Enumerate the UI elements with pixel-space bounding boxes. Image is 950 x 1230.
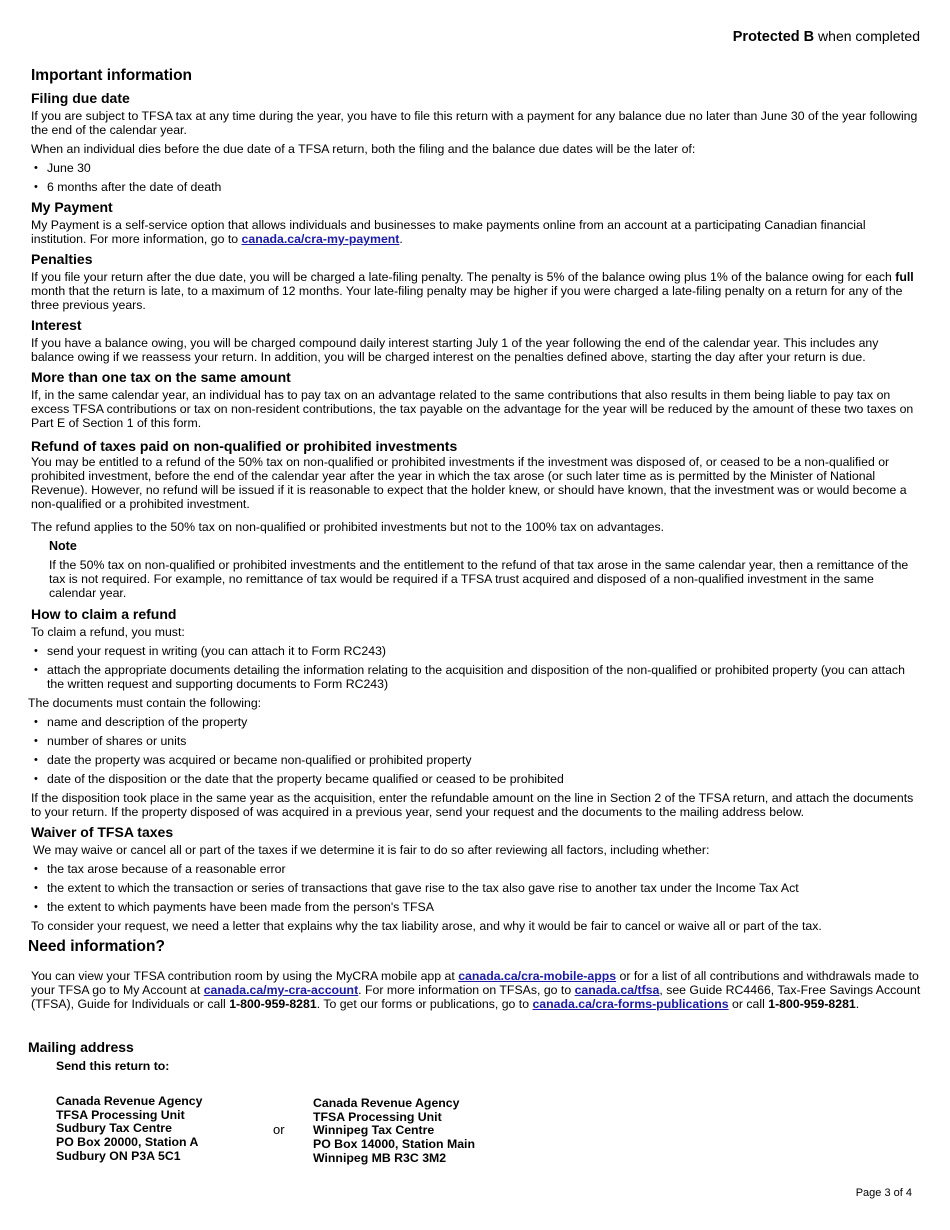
mobile-apps-link[interactable]: canada.ca/cra-mobile-apps: [458, 969, 617, 983]
claim-after: If the disposition took place in the same year as the acquisition, enter the refundable amount on the line in Section 2 of the TFSA return, and attach the documents to your return. If the property disposed of was acquired in a previous year, send your request and the documents to the mailing address below.: [31, 791, 914, 819]
mailing-heading: Mailing address: [28, 1039, 134, 1055]
list-item: • date of the disposition or the date that the property became qualified or ceased to be prohibited: [47, 772, 921, 786]
claim-docs-list: [31, 715, 921, 786]
need-info-paragraph: You can view your TFSA contribution room by using the MyCRA mobile app at canada.ca/cra-mobile-apps or for a list of all contributions and withdrawals made to your TFSA go to My Account at canada.ca/my-cra-account. For more information on TFSAs, go to canada.ca/tfsa, see Guide RC4466, Tax-Free Savings Account (TFSA), Guide for Individuals or call 1-800-959-8281. To get our forms or publications, go to canada.ca/cra-forms-publications or call 1-800-959-8281.: [31, 969, 921, 1011]
list-item: • the extent to which the transaction or series of transactions that gave rise to the tax also gave rise to another tax under the Income Tax Act: [47, 881, 921, 895]
list-item: • 6 months after the date of death: [47, 180, 921, 194]
list-item: • date the property was acquired or became non-qualified or prohibited property: [47, 753, 921, 767]
penalties-paragraph: If you file your return after the due date, you will be charged a late-filing penalty. The penalty is 5% of the balance owing plus 1% of the balance owing for each full month that the return is late, to a maximum of 12 months. Your late-filing penalty may be higher if you were charged a late-filing penalty on a return for any of the three previous years.: [31, 270, 914, 312]
claim-intro: To claim a refund, you must:: [31, 625, 185, 639]
filing-section: [31, 90, 921, 194]
my-payment-section: [31, 199, 921, 246]
filing-list: [31, 161, 921, 194]
note-heading: Note: [49, 539, 77, 553]
filing-paragraph-1: If you are subject to TFSA tax at any time during the year, you have to file this return with a payment for any balance due no later than June 30 of the year following the end of the calendar year.: [31, 109, 918, 137]
my-payment-link[interactable]: canada.ca/cra-my-payment: [241, 232, 400, 246]
claim-heading: How to claim a refund: [31, 606, 177, 622]
or-label: or: [273, 1122, 285, 1137]
need-info-heading: Need information?: [28, 938, 165, 955]
waiver-list: [31, 862, 921, 914]
forms-publications-link[interactable]: canada.ca/cra-forms-publications: [532, 997, 729, 1011]
refund-heading: Refund of taxes paid on non-qualified or prohibited investments: [31, 438, 458, 454]
send-label: Send this return to:: [56, 1059, 170, 1073]
list-item: • attach the appropriate documents detailing the information relating to the acquisition and disposition of the non-qualified or prohibited property (you can attach the written request and supporting documents to Form RC243): [47, 663, 921, 691]
list-item: • the tax arose because of a reasonable error: [47, 862, 921, 876]
page-number: Page 3 of 4: [855, 1187, 912, 1199]
list-item: • name and description of the property: [47, 715, 921, 729]
page-title: Important information: [31, 67, 193, 84]
waiver-intro: We may waive or cancel all or part of the taxes if we determine it is fair to do so after reviewing all factors, including whether:: [33, 843, 710, 857]
interest-paragraph: If you have a balance owing, you will be charged compound daily interest starting July 1 of the year following the end of the calendar year. This includes any balance owing if we reassess your return. In addition, you will be charged interest on the penalties defined above, starting the day after your return is due.: [31, 336, 879, 364]
penalties-heading: Penalties: [31, 251, 93, 267]
tfsa-link[interactable]: canada.ca/tfsa: [574, 983, 660, 997]
winnipeg-address: Canada Revenue Agency TFSA Processing Unit Winnipeg Tax Centre PO Box 14000, Station Main Winnipeg MB R3C 3M2: [313, 1096, 475, 1165]
my-payment-heading: My Payment: [31, 199, 113, 215]
claim-docs-intro: The documents must contain the following:: [28, 696, 262, 710]
claim-list: [31, 644, 921, 691]
list-item: • the extent to which payments have been made from the person's TFSA: [47, 900, 921, 914]
refund-paragraph-2: The refund applies to the 50% tax on non-qualified or prohibited investments but not to the 100% tax on advantages.: [31, 520, 665, 534]
more-tax-paragraph: If, in the same calendar year, an individual has to pay tax on an advantage related to the same contributions that also results in them being liable to pay tax on excess TFSA contributions or tax on non-resident contributions, the tax payable on the advantage for the year will be reduced by the amount of these two taxes on Part E of Section 1 of this form.: [31, 388, 914, 430]
my-payment-paragraph: My Payment is a self-service option that allows individuals and businesses to make payments online from an account at a participating Canadian financial institution. For more information, go to canada.ca/cra-my-payment.: [31, 218, 866, 246]
need-info-section: [28, 938, 921, 1011]
list-item: • send your request in writing (you can attach it to Form RC243): [47, 644, 921, 658]
note-paragraph: If the 50% tax on non-qualified or prohibited investments and the entitlement to the refund of that tax arose in the same calendar year, then a remittance of the tax is not required. For example, no remittance of tax would be required if a TFSA trust acquired and disposed of a non-qualified investment in the same calendar year.: [49, 558, 909, 600]
list-item: • June 30: [47, 161, 921, 175]
filing-heading: Filing due date: [31, 90, 130, 106]
protected-b-label: Protected B when completed: [732, 28, 920, 45]
waiver-heading: Waiver of TFSA taxes: [31, 824, 174, 840]
claim-section: [28, 606, 921, 819]
list-item: • number of shares or units: [47, 734, 921, 748]
refund-paragraph-1: You may be entitled to a refund of the 50% tax on non-qualified or prohibited investments if the investment was disposed of, or ceased to be a non-qualified or prohibited investment, before the end of the calendar year after the year in which the tax arose (or such later time as is permitted by the Minister of National Revenue). However, no refund will be issued if it is reasonable to expect that the holder knew, or should have known, that the investment was or would become a non-qualified or a prohibited investment.: [31, 455, 907, 511]
main-content: [28, 67, 921, 1175]
interest-section: [31, 317, 921, 364]
waiver-after: To consider your request, we need a letter that explains why the tax liability arose, and why it would be fair to cancel or waive all or part of the tax.: [31, 919, 822, 933]
penalties-section: [31, 251, 921, 312]
my-account-link[interactable]: canada.ca/my-cra-account: [203, 983, 359, 997]
interest-heading: Interest: [31, 317, 82, 333]
addresses: [31, 1095, 921, 1175]
mailing-section: [28, 1039, 921, 1175]
filing-paragraph-2: When an individual dies before the due date of a TFSA return, both the filing and the balance due dates will be the later of:: [31, 142, 696, 156]
more-tax-heading: More than one tax on the same amount: [31, 369, 291, 385]
refund-section: [31, 438, 921, 600]
more-tax-section: [31, 369, 921, 430]
waiver-section: [31, 824, 921, 933]
sudbury-address: Canada Revenue Agency TFSA Processing Unit Sudbury Tax Centre PO Box 20000, Station A Sudbury ON P3A 5C1: [56, 1094, 203, 1163]
